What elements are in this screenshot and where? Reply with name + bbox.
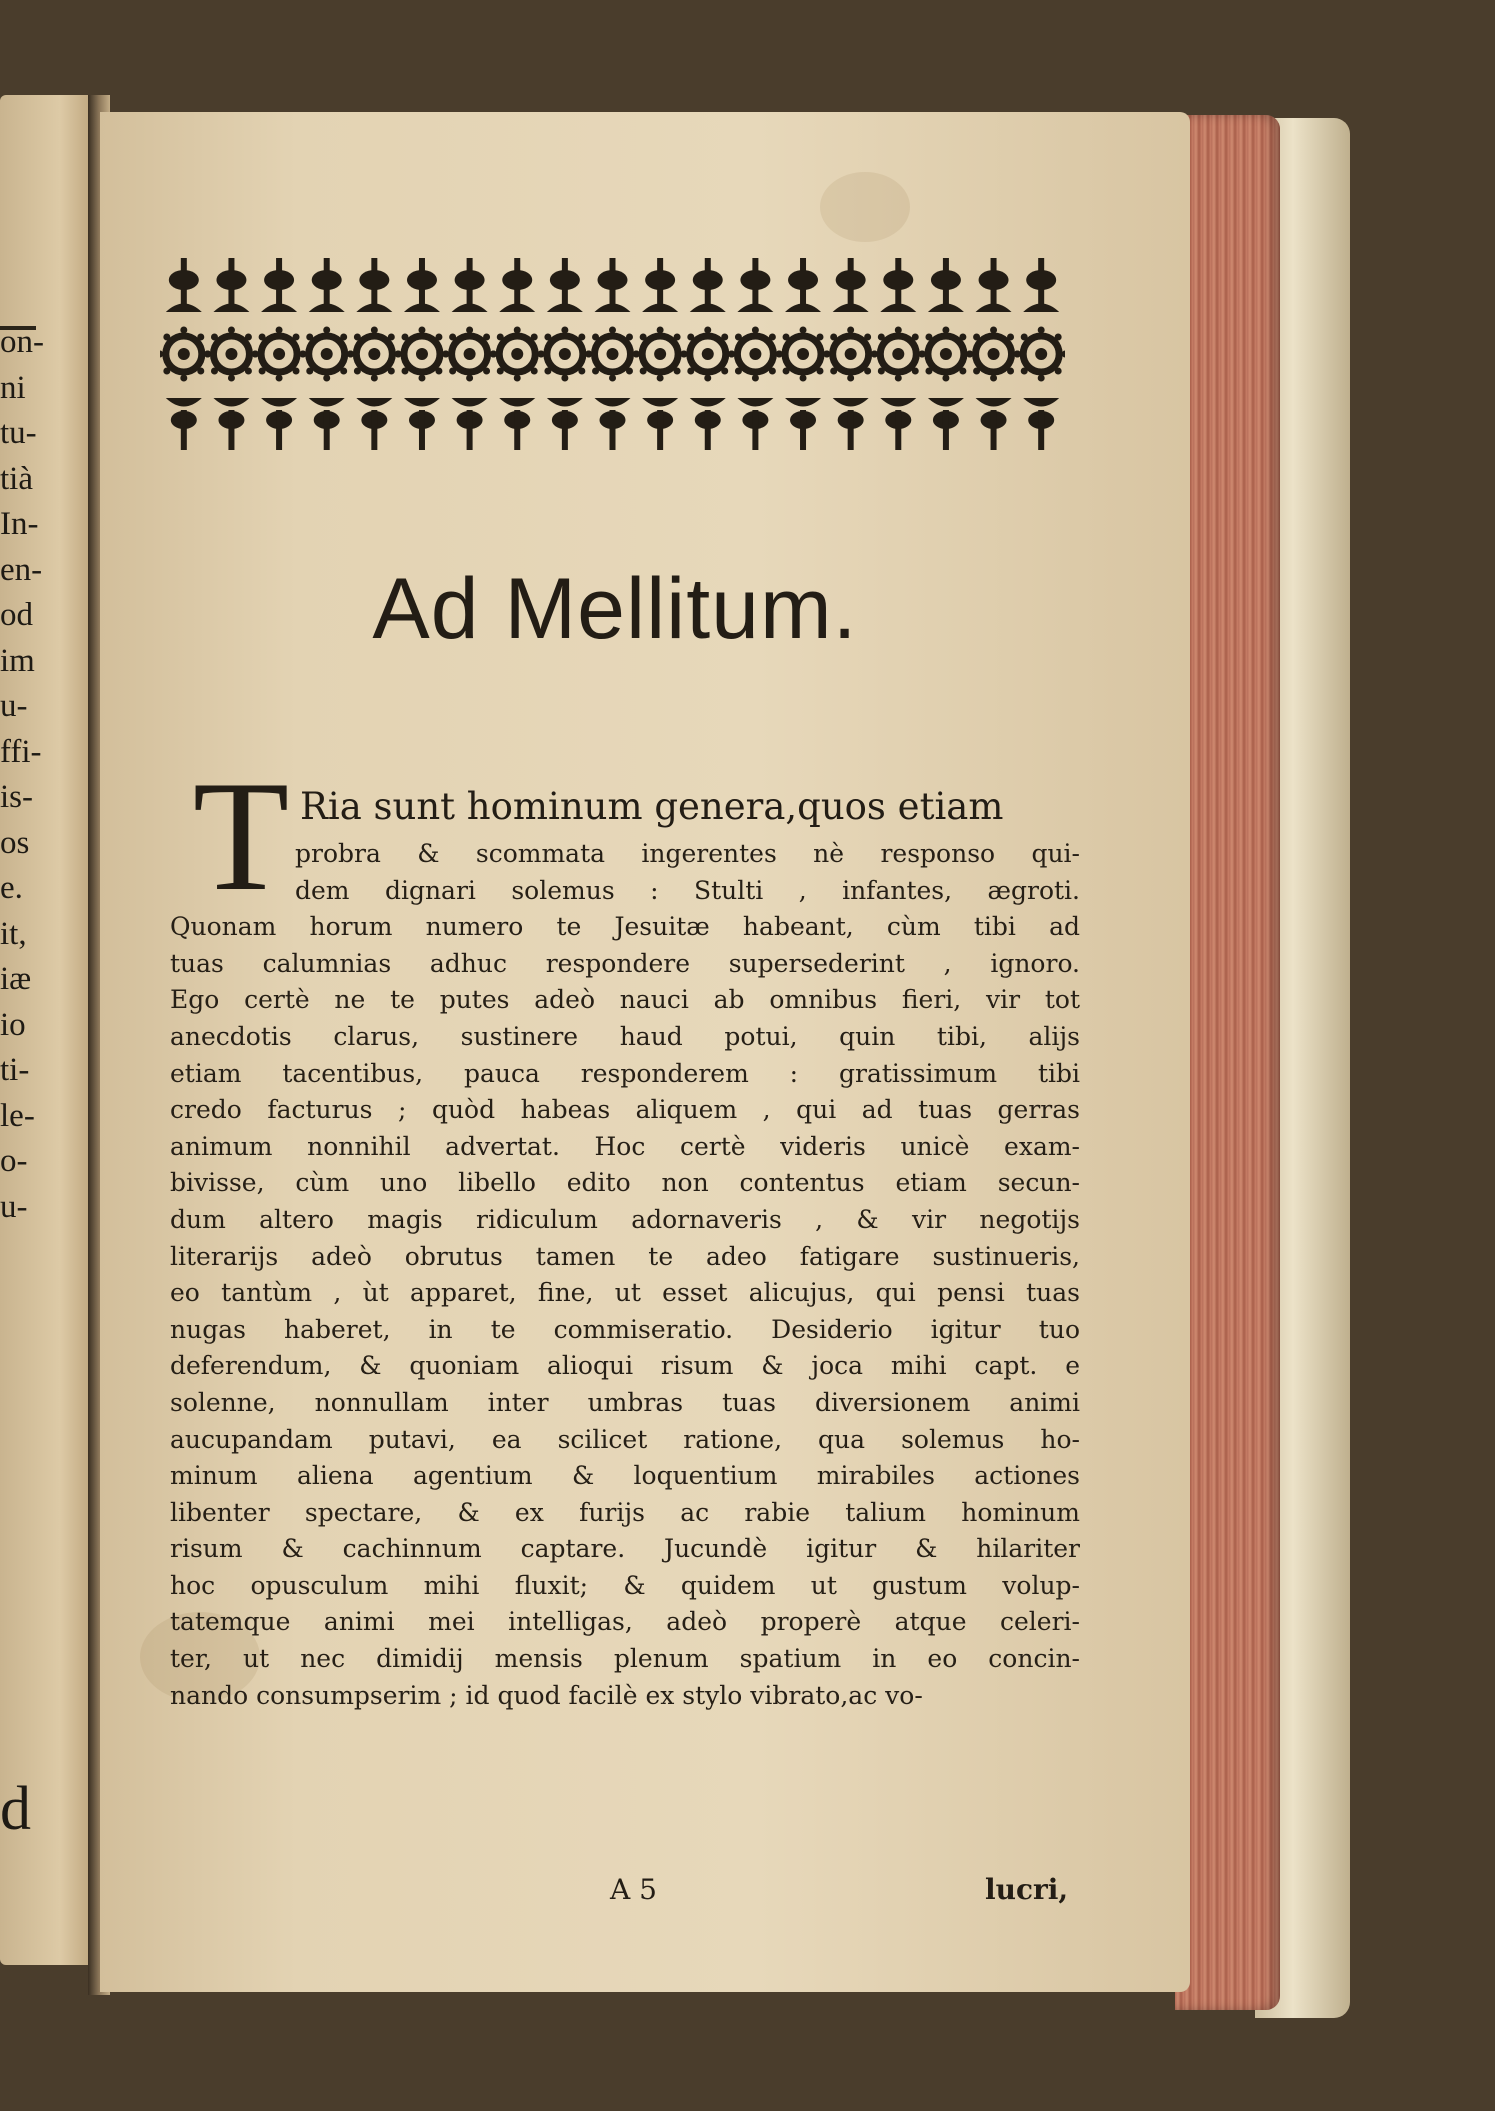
body-line: eo tantùm , ùt apparet, fine, ut esset alicujus, qui pensi tuas	[170, 1278, 1080, 1308]
ornament-glyph	[368, 348, 380, 360]
ornament-glyph	[356, 304, 392, 313]
ornament-glyph	[640, 367, 647, 374]
ornament-glyph	[610, 410, 616, 450]
ornament-glyph	[1055, 367, 1062, 374]
ornament-glyph	[416, 348, 428, 360]
ornament-glyph	[892, 348, 904, 360]
ornament-glyph	[740, 270, 770, 290]
ornament-glyph	[991, 410, 997, 450]
ornament-glyph	[973, 334, 980, 341]
ornament-glyph	[163, 367, 170, 374]
ornament-glyph	[402, 334, 409, 341]
ornament-glyph	[452, 398, 488, 407]
ornament-glyph	[499, 304, 535, 313]
body-line: aucupandam putavi, ea scilicet ratione, qua solemus ho-	[170, 1424, 1080, 1454]
ornament-glyph	[690, 304, 726, 313]
ornament-glyph	[163, 334, 170, 341]
left-page-fragment: u-	[0, 688, 28, 724]
ornament-glyph	[259, 334, 266, 341]
ornament-glyph	[181, 410, 187, 450]
ornament-glyph	[261, 304, 297, 313]
ornament-glyph	[864, 334, 871, 341]
body-line: dum altero magis ridiculum adornaveris , & vir negotijs	[170, 1204, 1080, 1234]
body-line: animum nonnihil advertat. Hoc certè videris unicè exam-	[170, 1131, 1080, 1161]
ornament-glyph	[642, 398, 678, 407]
ornament-glyph	[830, 334, 837, 341]
ornament-glyph	[404, 398, 440, 407]
page-edges	[1175, 115, 1280, 2010]
ornament-glyph	[418, 327, 425, 334]
ornament-glyph	[259, 367, 266, 374]
ornament-glyph	[418, 375, 425, 382]
left-page-bottom-letter: d	[0, 1775, 31, 1843]
ornament-glyph	[455, 270, 485, 290]
ornament-glyph	[878, 367, 885, 374]
ornament-glyph	[531, 334, 538, 341]
ornament-glyph	[323, 375, 330, 382]
ornament-glyph	[537, 351, 544, 358]
ornament-glyph	[356, 398, 392, 407]
ornament-glyph	[880, 398, 916, 407]
ornament-glyph	[848, 410, 854, 450]
ornament-glyph	[169, 270, 199, 290]
ornament-glyph	[928, 304, 964, 313]
left-page-fragment: le-	[0, 1097, 35, 1134]
ornament-glyph	[245, 334, 252, 341]
left-page-fragment: en-	[0, 551, 43, 588]
ornament-glyph	[737, 304, 773, 313]
ornament-glyph	[547, 398, 583, 407]
left-page-fragment: tià	[0, 460, 33, 497]
ornament-glyph	[312, 270, 342, 290]
ornament-glyph	[166, 398, 202, 407]
body-line: libenter spectare, & ex furijs ac rabie talium hominum	[170, 1497, 1080, 1527]
ornament-glyph	[752, 375, 759, 382]
ornament-glyph	[918, 351, 925, 358]
ornament-glyph	[466, 327, 473, 334]
ornament-glyph	[211, 334, 218, 341]
ornament-glyph	[449, 334, 456, 341]
ornament-glyph	[990, 327, 997, 334]
ornament-glyph	[1023, 304, 1059, 313]
ornament-glyph	[245, 367, 252, 374]
ornament-glyph	[561, 327, 568, 334]
body-line: bivisse, cùm uno libello edito non contentus etiam secun-	[170, 1168, 1080, 1198]
ornament-glyph	[213, 304, 249, 313]
ornament-glyph	[749, 348, 761, 360]
ornament-glyph	[607, 348, 619, 360]
ornament-glyph	[595, 398, 631, 407]
ornament-glyph	[490, 351, 497, 358]
ornament-glyph	[598, 270, 628, 290]
ornament-glyph	[979, 270, 1009, 290]
ornament-glyph	[340, 367, 347, 374]
ornament-glyph	[816, 367, 823, 374]
ornament-glyph	[785, 398, 821, 407]
left-page-fragment: ffi-	[0, 733, 42, 770]
ornament-glyph	[354, 367, 361, 374]
ornament-glyph	[704, 375, 711, 382]
ornament-glyph	[531, 367, 538, 374]
ornament-glyph	[674, 334, 681, 341]
signature-mark: A 5	[610, 1873, 657, 1906]
ornament-glyph	[371, 375, 378, 382]
ornament-glyph	[973, 367, 980, 374]
left-page-fragment: im	[0, 642, 35, 679]
paper-stain	[820, 172, 910, 242]
ornament-glyph	[609, 375, 616, 382]
ornament-glyph	[547, 304, 583, 313]
ornament-glyph	[959, 334, 966, 341]
ornament-glyph	[578, 334, 585, 341]
ornament-glyph	[562, 410, 568, 450]
ornament-glyph	[511, 348, 523, 360]
ornament-glyph	[197, 367, 204, 374]
ornament-glyph	[585, 351, 592, 358]
ornament-glyph	[769, 334, 776, 341]
ornament-glyph	[704, 327, 711, 334]
ornament-glyph	[871, 351, 878, 358]
ornament-glyph	[633, 351, 640, 358]
ornament-glyph	[483, 334, 490, 341]
ornament-glyph	[925, 367, 932, 374]
ornament-glyph	[1038, 327, 1045, 334]
ornament-glyph	[264, 270, 294, 290]
ornament-glyph	[359, 270, 389, 290]
ornament-glyph	[293, 334, 300, 341]
ornament-glyph	[1023, 398, 1059, 407]
ornament-glyph	[449, 367, 456, 374]
ornament-glyph	[228, 327, 235, 334]
ornament-glyph	[687, 367, 694, 374]
ornament-glyph	[544, 367, 551, 374]
ornament-glyph	[321, 348, 333, 360]
ornament-glyph	[595, 304, 631, 313]
ornament-glyph	[878, 334, 885, 341]
ornament-glyph	[693, 270, 723, 290]
ornament-glyph	[912, 334, 919, 341]
body-line: literarijs adeò obrutus tamen te adeo fatigare sustinueris,	[170, 1241, 1080, 1271]
ornament-glyph	[252, 351, 259, 358]
ornament-glyph	[609, 327, 616, 334]
body-line: nugas haberet, in te commiseratio. Desiderio igitur tuo	[170, 1314, 1080, 1344]
ornament-glyph	[211, 367, 218, 374]
ornament-glyph	[559, 348, 571, 360]
ornament-glyph	[1021, 367, 1028, 374]
ornament-glyph	[657, 327, 664, 334]
ornament-glyph	[1038, 410, 1044, 450]
ornament-glyph	[788, 270, 818, 290]
ornament-glyph	[347, 351, 354, 358]
body-line: tuas calumnias adhuc respondere supersederint , ignoro.	[170, 948, 1080, 978]
ornament-glyph	[705, 410, 711, 450]
ornament-glyph	[1021, 334, 1028, 341]
ornament-glyph	[702, 348, 714, 360]
ornament-glyph	[276, 375, 283, 382]
ornament-glyph	[309, 304, 345, 313]
ornament-glyph	[833, 398, 869, 407]
ornament-glyph	[276, 410, 282, 450]
ornament-glyph	[657, 375, 664, 382]
body-line: Ego certè ne te putes adeò nauci ab omnibus fieri, vir tot	[170, 985, 1080, 1015]
left-page-text-fragments	[0, 320, 92, 1230]
ornament-glyph	[690, 398, 726, 407]
ornament-glyph	[404, 304, 440, 313]
ornament-glyph	[642, 304, 678, 313]
ornament-glyph	[394, 351, 401, 358]
left-page-fragment: In-	[0, 506, 39, 542]
ornament-glyph	[499, 398, 535, 407]
catchword: lucri,	[985, 1873, 1069, 1906]
ornament-glyph	[466, 375, 473, 382]
ornament-glyph	[544, 334, 551, 341]
left-page-fragment: o-	[0, 1143, 28, 1179]
ornament-glyph	[371, 410, 377, 450]
body-line: dem dignari solemus : Stulti , infantes, ægroti.	[295, 875, 1080, 905]
ornament-glyph	[776, 351, 783, 358]
ornament-glyph	[204, 351, 211, 358]
ornament-glyph	[687, 334, 694, 341]
ornament-glyph	[721, 367, 728, 374]
drop-cap: T	[192, 778, 290, 896]
first-line: Ria sunt hominum genera,quos etiam	[300, 785, 1004, 828]
ornament-glyph	[816, 334, 823, 341]
ornament-glyph	[276, 327, 283, 334]
left-page-fragment: u-	[0, 1188, 28, 1225]
ornament-glyph	[674, 367, 681, 374]
ornament-glyph	[1026, 270, 1056, 290]
ornament-glyph	[216, 270, 246, 290]
ornament-glyph	[626, 367, 633, 374]
ornament-glyph	[324, 410, 330, 450]
body-line: tatemque animi mei intelligas, adeò properè atque celeri-	[170, 1607, 1080, 1637]
ornament-glyph	[800, 375, 807, 382]
ornament-glyph	[966, 351, 973, 358]
ornament-glyph	[180, 375, 187, 382]
left-page-fragment: on-	[0, 324, 44, 360]
ornament-glyph	[225, 348, 237, 360]
body-line: anecdotis clarus, sustinere haud potui, quin tibi, alijs	[170, 1021, 1080, 1051]
left-page-fragment: os	[0, 824, 30, 861]
left-page-fragment: is-	[0, 779, 33, 815]
ornament-glyph	[578, 367, 585, 374]
body-line: solenne, nonnullam inter umbras tuas diversionem animi	[170, 1387, 1080, 1417]
body-line: hoc opusculum mihi fluxit; & quidem ut gustum volup-	[170, 1570, 1080, 1600]
ornament-glyph	[895, 375, 902, 382]
ornament-glyph	[847, 375, 854, 382]
ornament-glyph	[990, 375, 997, 382]
ornament-glyph	[323, 327, 330, 334]
ornament-glyph	[388, 334, 395, 341]
ornament-glyph	[783, 334, 790, 341]
left-page-fragment: ti-	[0, 1052, 30, 1088]
ornament-glyph	[783, 367, 790, 374]
ornament-glyph	[442, 351, 449, 358]
ornament-glyph	[1055, 334, 1062, 341]
ornament-glyph	[371, 327, 378, 334]
body-line: probra & scommata ingerentes nè responso qui-	[295, 839, 1080, 868]
ornament-glyph	[592, 367, 599, 374]
ornament-glyph	[514, 375, 521, 382]
ornament-glyph	[497, 367, 504, 374]
ornament-glyph	[293, 367, 300, 374]
ornament-glyph	[895, 327, 902, 334]
ornament-glyph	[464, 348, 476, 360]
ornament-glyph	[197, 334, 204, 341]
ornament-glyph	[976, 304, 1012, 313]
ornament-glyph	[769, 367, 776, 374]
body-line: Quonam horum numero te Jesuitæ habeant, cùm tibi ad	[170, 912, 1080, 942]
ornament-glyph	[626, 334, 633, 341]
ornament-glyph	[737, 398, 773, 407]
ornament-glyph	[847, 327, 854, 334]
ornament-glyph	[797, 348, 809, 360]
ornament-glyph	[273, 348, 285, 360]
ornament-glyph	[942, 375, 949, 382]
ornament-glyph	[561, 375, 568, 382]
ornament-glyph	[407, 270, 437, 290]
ornament-glyph	[988, 348, 1000, 360]
ornament-glyph	[940, 348, 952, 360]
left-page-fragment: io	[0, 1006, 26, 1043]
ornament-glyph	[354, 334, 361, 341]
ornament-glyph	[213, 398, 249, 407]
body-text	[170, 836, 1080, 1714]
body-line: ter, ut nec dimidij mensis plenum spatium in eo concin-	[170, 1644, 1080, 1674]
body-line: minum aliena agentium & loquentium mirabiles actiones	[170, 1461, 1080, 1491]
ornament-glyph	[299, 351, 306, 358]
ornament-glyph	[654, 348, 666, 360]
ornament-glyph	[728, 351, 735, 358]
left-page-fragment: e.	[0, 870, 23, 906]
body-line: deferendum, & quoniam alioqui risum & joca mihi capt. e	[170, 1351, 1080, 1381]
ornament-glyph	[830, 367, 837, 374]
ornament-glyph	[340, 334, 347, 341]
ornament-glyph	[883, 270, 913, 290]
ornament-glyph	[680, 351, 687, 358]
ornament-glyph	[306, 334, 313, 341]
ornament-glyph	[1035, 348, 1047, 360]
ornament-glyph	[435, 367, 442, 374]
ornament-glyph	[180, 327, 187, 334]
ornament-glyph	[645, 270, 675, 290]
ornament-glyph	[592, 334, 599, 341]
ornament-glyph	[823, 351, 830, 358]
ornament-glyph	[514, 410, 520, 450]
body-line: credo facturus ; quòd habeas aliquem , qui ad tuas gerras	[170, 1095, 1080, 1125]
ornament-glyph	[735, 367, 742, 374]
body-line: etiam tacentibus, pauca responderem : gratissimum tibi	[170, 1058, 1080, 1088]
ornament-glyph	[1014, 351, 1021, 358]
ornament-glyph	[388, 367, 395, 374]
left-page-fragment: od	[0, 597, 33, 633]
ornament-glyph	[959, 367, 966, 374]
ornament-glyph	[306, 367, 313, 374]
ornament-glyph	[800, 327, 807, 334]
ornament-glyph	[1007, 367, 1014, 374]
left-page-fragment: it,	[0, 915, 27, 952]
ornament-glyph	[1038, 375, 1045, 382]
ornament-glyph	[502, 270, 532, 290]
ornament-glyph	[228, 410, 234, 450]
ornament-glyph	[452, 304, 488, 313]
ornament-glyph	[943, 410, 949, 450]
page-title: Ad Mellitum.	[372, 561, 858, 657]
ornament-glyph	[166, 304, 202, 313]
ornament-glyph	[228, 375, 235, 382]
ornament-glyph	[752, 327, 759, 334]
ornament-glyph	[721, 334, 728, 341]
ornament-glyph	[497, 334, 504, 341]
ornament-glyph	[657, 410, 663, 450]
ornament-glyph	[402, 367, 409, 374]
ornament-glyph	[735, 334, 742, 341]
ornament-glyph	[864, 367, 871, 374]
ornament-glyph	[912, 367, 919, 374]
ornament-glyph	[640, 334, 647, 341]
ornament-glyph	[1007, 334, 1014, 341]
ornament-glyph	[752, 410, 758, 450]
left-page-fragment: ni	[0, 369, 26, 406]
left-page-fragment: iæ	[0, 961, 32, 997]
ornament-glyph	[178, 348, 190, 360]
ornament-glyph	[880, 304, 916, 313]
body-line: risum & cachinnum captare. Jucundè igitur & hilariter	[170, 1534, 1080, 1564]
ornament-glyph	[925, 334, 932, 341]
ornament-glyph	[309, 398, 345, 407]
ornament-glyph	[800, 410, 806, 450]
ornament-glyph	[261, 398, 297, 407]
ornament-glyph	[514, 327, 521, 334]
ornament-glyph	[550, 270, 580, 290]
ornament-glyph	[976, 398, 1012, 407]
ornament-glyph	[895, 410, 901, 450]
ornament-glyph	[483, 367, 490, 374]
ornament-glyph	[467, 410, 473, 450]
ornament-glyph	[419, 410, 425, 450]
left-page-fragment: tu-	[0, 415, 37, 451]
ornament-glyph	[931, 270, 961, 290]
ornament-header	[160, 250, 1065, 455]
ornament-glyph	[833, 304, 869, 313]
ornament-glyph	[785, 304, 821, 313]
ornament-glyph	[435, 334, 442, 341]
ornament-glyph	[845, 348, 857, 360]
ornament-glyph	[942, 327, 949, 334]
ornament-glyph	[836, 270, 866, 290]
body-line: nando consumpserim ; id quod facilè ex stylo vibrato,ac vo-	[170, 1680, 923, 1710]
ornament-glyph	[928, 398, 964, 407]
